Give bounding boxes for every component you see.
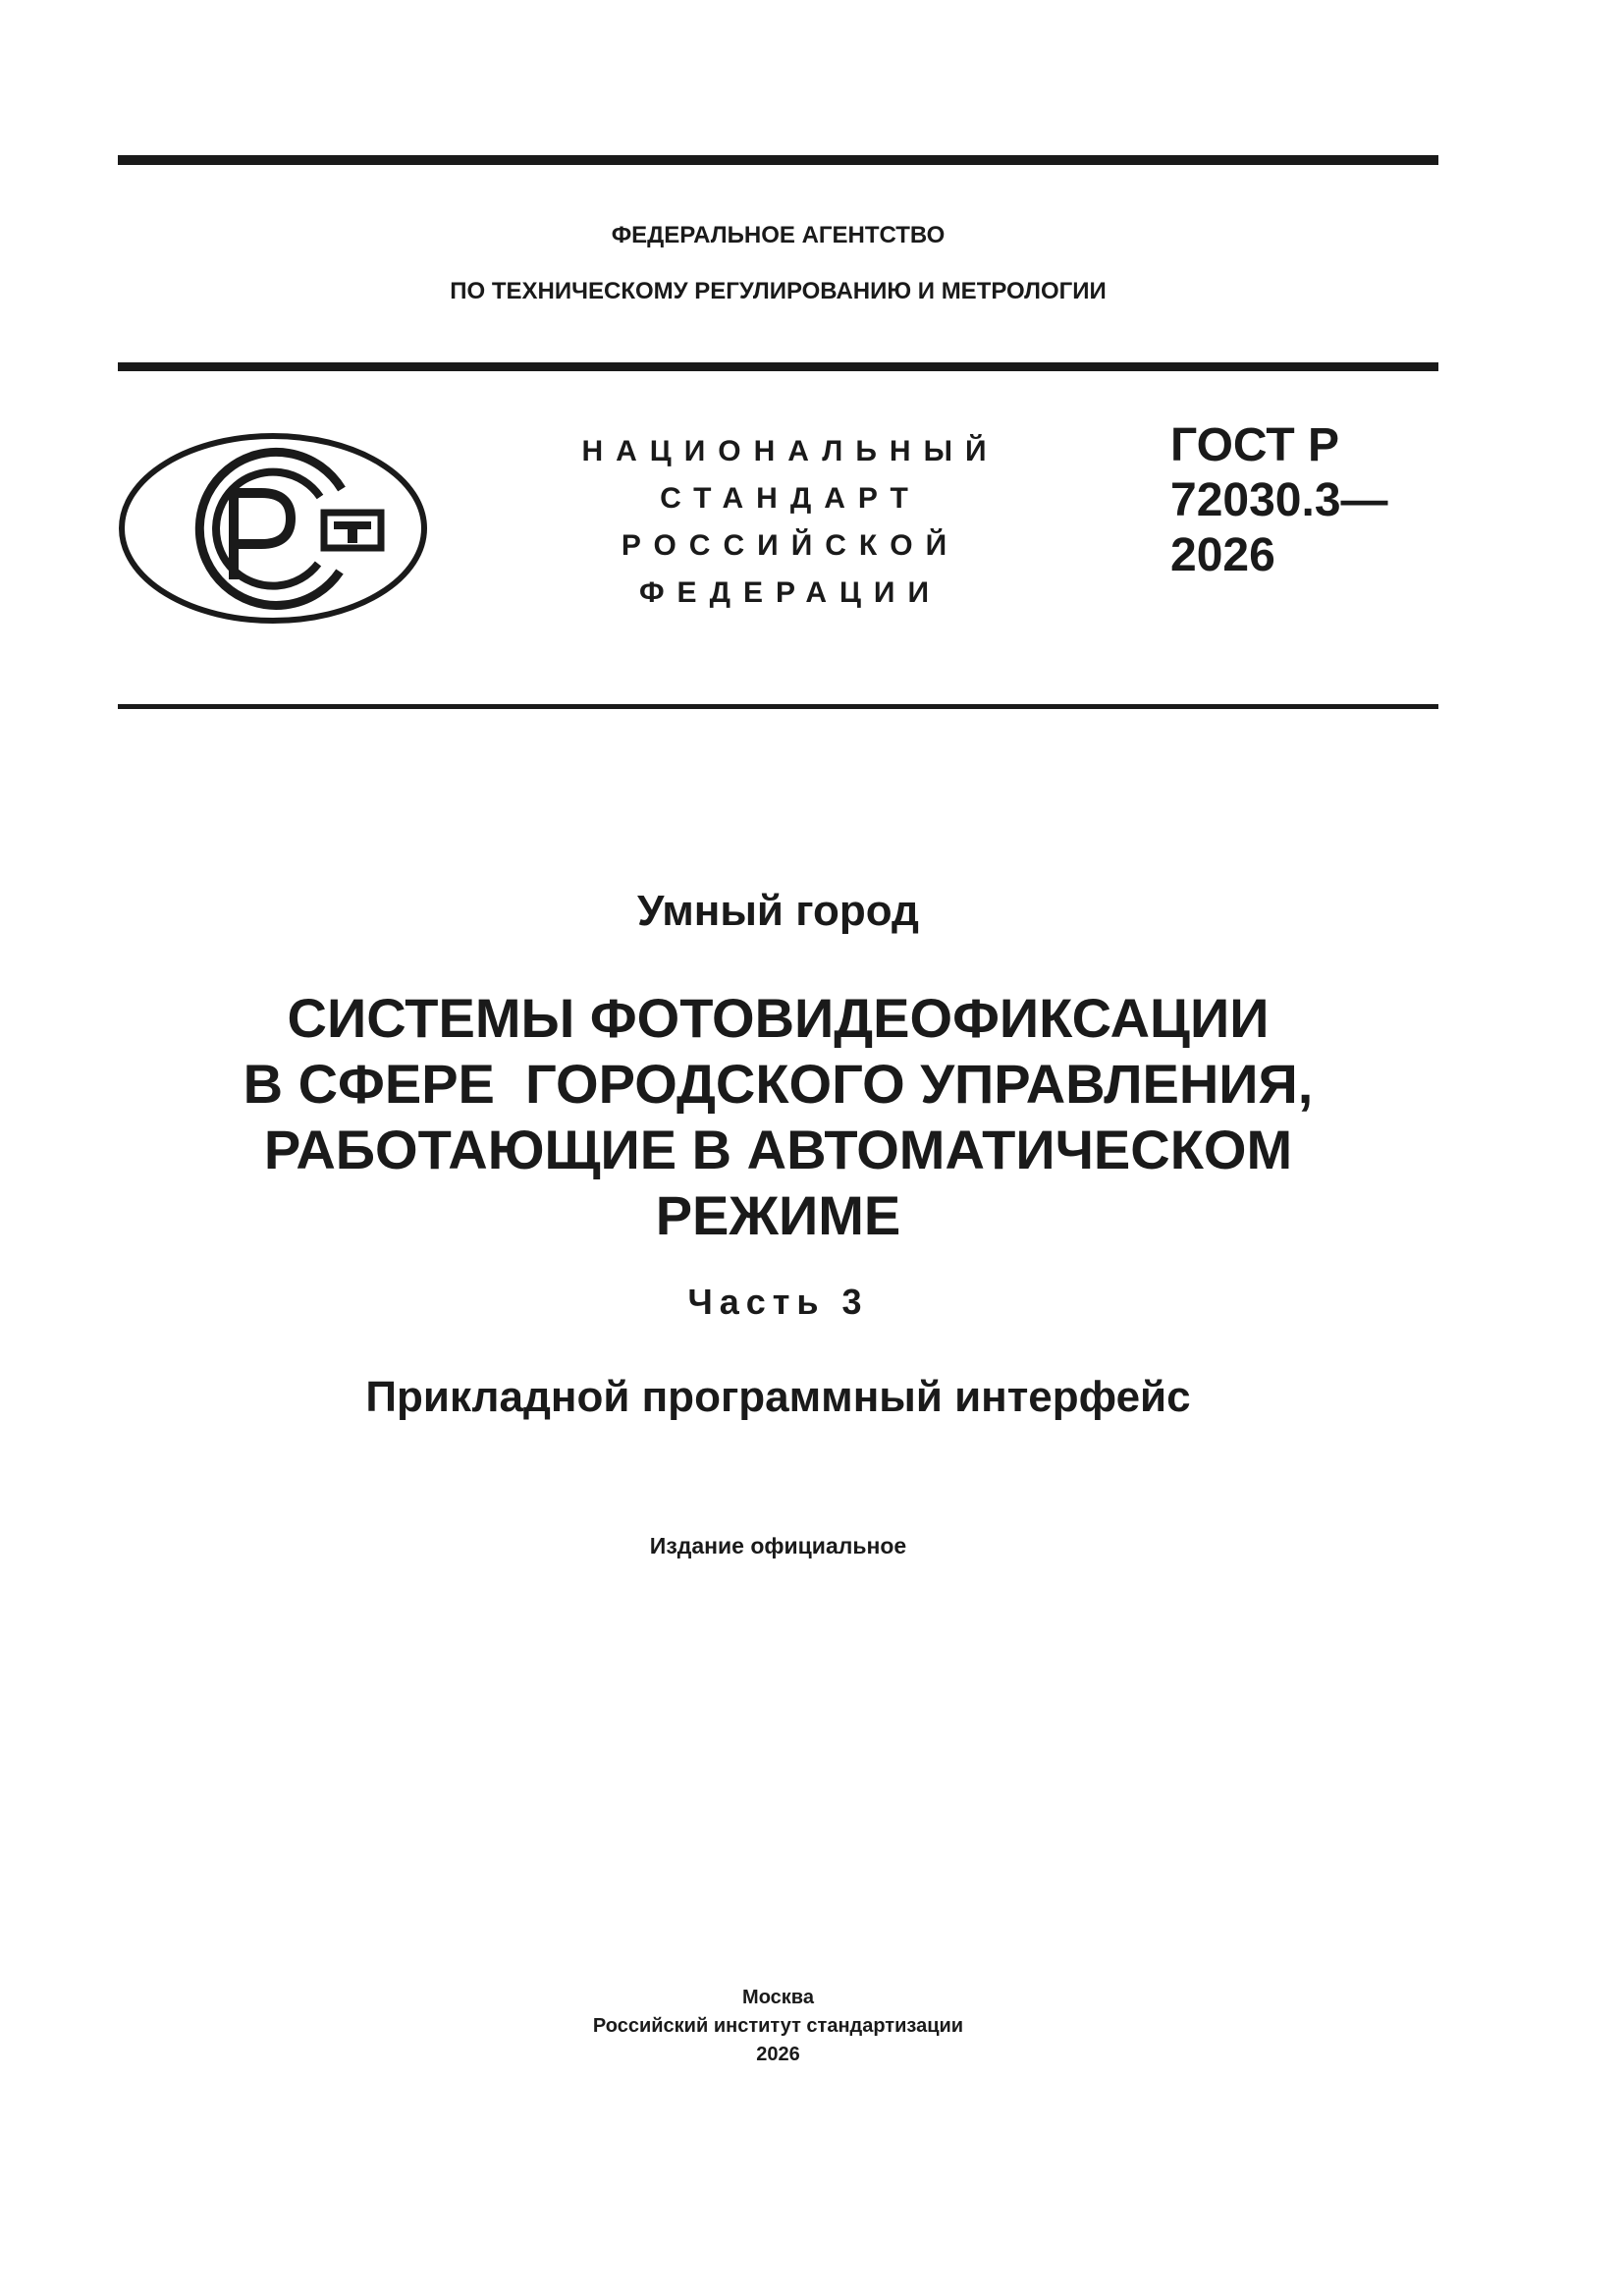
main-title-line: СИСТЕМЫ ФОТОВИДЕОФИКСАЦИИ [287,987,1270,1049]
national-standard-line: РОССИЙСКОЙ [621,529,960,562]
main-title-line: В СФЕРЕ ГОРОДСКОГО УПРАВЛЕНИЯ, [243,1053,1314,1115]
rst-certification-mark-icon [118,432,428,625]
main-title-line: РАБОТАЮЩИЕ В АВТОМАТИЧЕСКОМ [263,1119,1293,1180]
designation-line: 72030.3— [1170,474,1388,526]
designation-rule [118,704,1438,709]
national-standard-label [560,428,1021,617]
top-rule [118,155,1438,165]
part-number: Часть 3 [687,1282,869,1322]
part-subtitle: Прикладной программный интерфейс [365,1373,1191,1421]
imprint-publisher: Российский институт стандартизации [592,2015,964,2037]
national-standard-line: НАЦИОНАЛЬНЫЙ [581,435,1000,467]
designation-line: ГОСТ Р [1170,419,1340,471]
standard-designation [1170,418,1388,583]
main-title-line: РЕЖИМЕ [655,1184,901,1246]
edition-note: Издание официальное [649,1533,907,1558]
header-rule [118,362,1438,371]
imprint-city: Москва [742,1987,814,2008]
series-title: Умный город [637,887,919,935]
imprint [118,1984,1438,2069]
designation-line: 2026 [1170,529,1275,581]
imprint-year: 2026 [756,2044,800,2065]
national-standard-line: СТАНДАРТ [660,482,921,515]
agency-line-2: ПО ТЕХНИЧЕСКОМУ РЕГУЛИРОВАНИЮ И МЕТРОЛОГИИ [450,278,1107,304]
main-title [118,985,1438,1248]
agency-line-1: ФЕДЕРАЛЬНОЕ АГЕНТСТВО [611,222,946,248]
national-standard-line: ФЕДЕРАЦИИ [638,576,943,609]
